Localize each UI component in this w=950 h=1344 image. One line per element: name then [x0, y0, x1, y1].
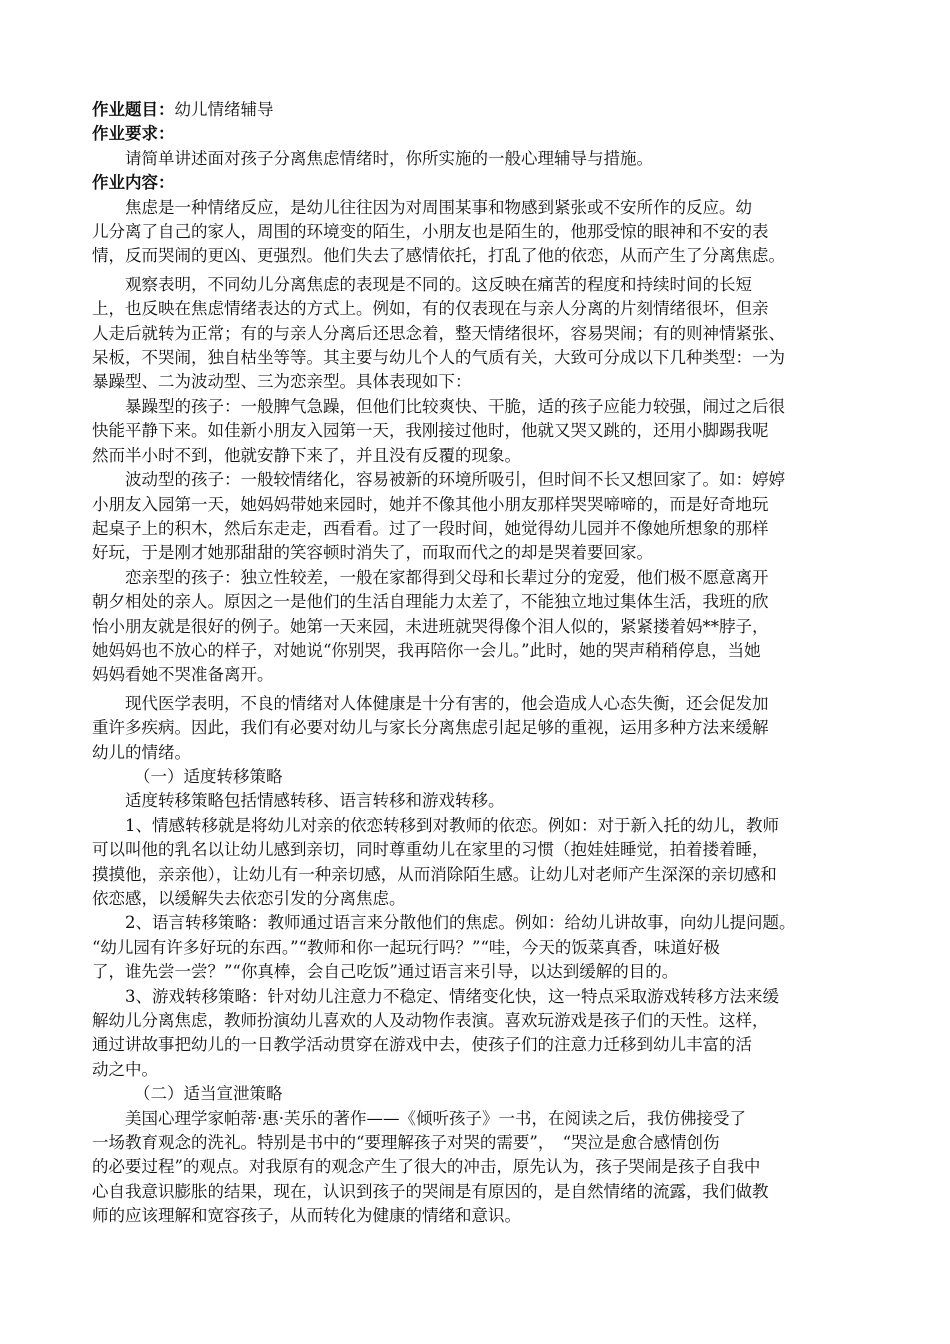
text-line: 恋亲型的孩子：独立性较差，一般在家都得到父母和长辈过分的宠爱，他们极不愿意离开 — [125, 567, 769, 587]
paragraph-fluctuating-type — [92, 468, 866, 566]
text-line: 情，反而哭闹的更凶、更强烈。他们失去了感情依托，打乱了他的依恋，从而产生了分离焦虑。 — [92, 246, 785, 266]
text-line: 焦虑是一种情绪反应，是幼儿往往因为对周围某事和物感到紧张或不安所作的反应。幼 — [125, 197, 752, 217]
text-line: 美国心理学家帕蒂·惠·芙乐的著作——《倾听孩子》一书，在阅读之后，我仿佛接受了 — [125, 1108, 746, 1128]
item-language-transfer — [92, 911, 866, 984]
text-line: 1、情感转移就是将幼儿对亲的依恋转移到对教师的依恋。例如：对于新入托的幼儿，教师 — [125, 815, 779, 835]
text-line: 2、语言转移策略：教师通过语言来分散他们的焦虑。例如：给幼儿讲故事，向幼儿提问题。 — [125, 913, 796, 933]
text-line: 波动型的孩子：一般较情绪化，容易被新的环境所吸引，但时间不长又想回家了。如：婷婷 — [125, 470, 785, 490]
text-line: 然而半小时不到，他就安静下来了，并且没有反覆的现象。 — [92, 445, 521, 465]
text-line: 幼儿的情绪。 — [92, 742, 191, 762]
text-line: 心自我意识膨胀的结果，现在，认识到孩子的哭闹是有原因的，是自然情绪的流露，我们做教 — [92, 1181, 769, 1201]
text-line: 儿分离了自己的家人，周围的环境变的陌生，小朋友也是陌生的，他那受惊的眼神和不安的表 — [92, 222, 769, 242]
text-line: 摸摸他，亲亲他），让幼儿有一种亲切感，从而消除陌生感。让幼儿对老师产生深深的亲切感和 — [92, 864, 777, 884]
text-line: 现代医学表明，不良的情绪对人体健康是十分有害的，他会造成人心态失衡，还会促发加 — [125, 693, 769, 713]
text-line: 暴躁型的孩子：一般脾气急躁，但他们比较爽快、干脆，适的孩子应能力较强，闹过之后很 — [125, 396, 785, 416]
paragraph-medical — [92, 692, 866, 765]
item-game-transfer — [92, 985, 866, 1083]
text-line: 快能平静下来。如佳新小朋友入园第一天，我刚接过他时，他就又哭又跳的，还用小脚踢我呢 — [92, 421, 769, 441]
text-line: 重许多疾病。因此，我们有必要对幼儿与家长分离焦虑引起足够的重视，运用多种方法来缓解 — [92, 718, 769, 738]
section-heading-venting: （二）适当宣泄策略 — [134, 1084, 283, 1104]
text-line: 可以叫他的乳名以让幼儿感到亲切，同时尊重幼儿在家里的习惯（抱娃娃睡觉，拍着搂着睡， — [92, 840, 769, 860]
text-line: 观察表明，不同幼儿分离焦虑的表现是不同的。这反映在痛苦的程度和持续时间的长短 — [125, 274, 752, 294]
text-line: 的必要过程”的观点。对我原有的观念产生了很大的冲击，原先认为，孩子哭闹是孩子自我中 — [92, 1157, 761, 1177]
text-line: 怡小朋友就是很好的例子。她第一天来园，未进班就哭得像个泪人似的，紧紧搂着妈**脖子， — [92, 616, 769, 636]
text-line: 小朋友入园第一天，她妈妈带她来园时，她并不像其他小朋友那样哭哭啼啼的，而是好奇地玩 — [92, 494, 769, 514]
text-line: 妈妈看她不哭准备离开。 — [92, 665, 274, 685]
text-line: 朝夕相处的亲人。原因之一是他们的生活自理能力太差了，不能独立地过集体生活，我班的欣 — [92, 592, 769, 612]
text-line: 好玩，于是刚才她那甜甜的笑容顿时消失了，而取而代之的却是哭着要回家。 — [92, 543, 653, 563]
paragraph-venting — [92, 1107, 866, 1229]
text-line: 动之中。 — [92, 1059, 158, 1079]
text-line: 呆板，不哭闹，独自枯坐等等。其主要与幼儿个人的气质有关，大致可分成以下几种类型：一为 — [92, 348, 785, 368]
text-line: 暴躁型、二为波动型、三为恋亲型。具体表现如下： — [92, 372, 472, 392]
text-line: 一场教育观念的洗礼。特别是书中的“要理解孩子对哭的需要”， “哭泣是愈合感情创伤 — [92, 1133, 720, 1153]
text-line: 起桌子上的积木，然后东走走，西看看。过了一段时间，她觉得幼儿园并不像她所想象的那样 — [92, 518, 769, 538]
paragraph-irritable-type — [92, 395, 866, 468]
title-value: 幼儿情绪辅导 — [174, 100, 274, 119]
content-label: 作业内容： — [92, 173, 175, 193]
requirement-text: 请简单讲述面对孩子分离焦虑情绪时，你所实施的一般心理辅导与措施。 — [125, 148, 653, 168]
text-line: 人走后就转为正常；有的与亲人分离后还思念着，整天情绪很坏，容易哭闹；有的则神情紧张、 — [92, 323, 785, 343]
text-line: “幼儿园有许多好玩的东西。”“教师和你一起玩行吗？”“哇，今天的饭菜真香，味道好极 — [92, 937, 720, 957]
paragraph-attached-type — [92, 566, 866, 688]
section-heading-transfer: （一）适度转移策略 — [134, 766, 283, 786]
paragraph-anxiety-definition — [92, 196, 866, 269]
text-line: 了，谁先尝一尝？”“你真棒，会自己吃饭”通过语言来引导，以达到缓解的目的。 — [92, 962, 679, 982]
assignment-title — [92, 98, 866, 122]
text-line: 上，也反映在焦虑情绪表达的方式上。例如，有的仅表现在与亲人分离的片刻情绪很坏，但亲 — [92, 299, 769, 319]
paragraph-observation — [92, 273, 866, 395]
text-line: 通过讲故事把幼儿的一日教学活动贯穿在游戏中去，使孩子们的注意力迁移到幼儿丰富的活 — [92, 1035, 752, 1055]
text-line: 依恋感，以缓解失去依恋引发的分离焦虑。 — [92, 889, 406, 908]
item-emotional-transfer — [92, 814, 866, 912]
text-line: 她妈妈也不放心的样子，对她说“你别哭，我再陪你一会儿。”此时，她的哭声稍稍停息，当她 — [92, 640, 761, 660]
title-label: 作业题目： — [92, 100, 175, 119]
text-line: 师的应该理解和宽容孩子，从而转化为健康的情绪和意识。 — [92, 1206, 521, 1226]
text-line: 3、游戏转移策略：针对幼儿注意力不稳定、情绪变化快，这一特点采取游戏转移方法来缓 — [125, 986, 779, 1006]
requirement-label: 作业要求： — [92, 124, 175, 144]
section-intro-transfer: 适度转移策略包括情感转移、语言转移和游戏转移。 — [125, 791, 505, 811]
text-line: 解幼儿分离焦虑，教师扮演幼儿喜欢的人及动物作表演。喜欢玩游戏是孩子们的天性。这样， — [92, 1011, 769, 1031]
